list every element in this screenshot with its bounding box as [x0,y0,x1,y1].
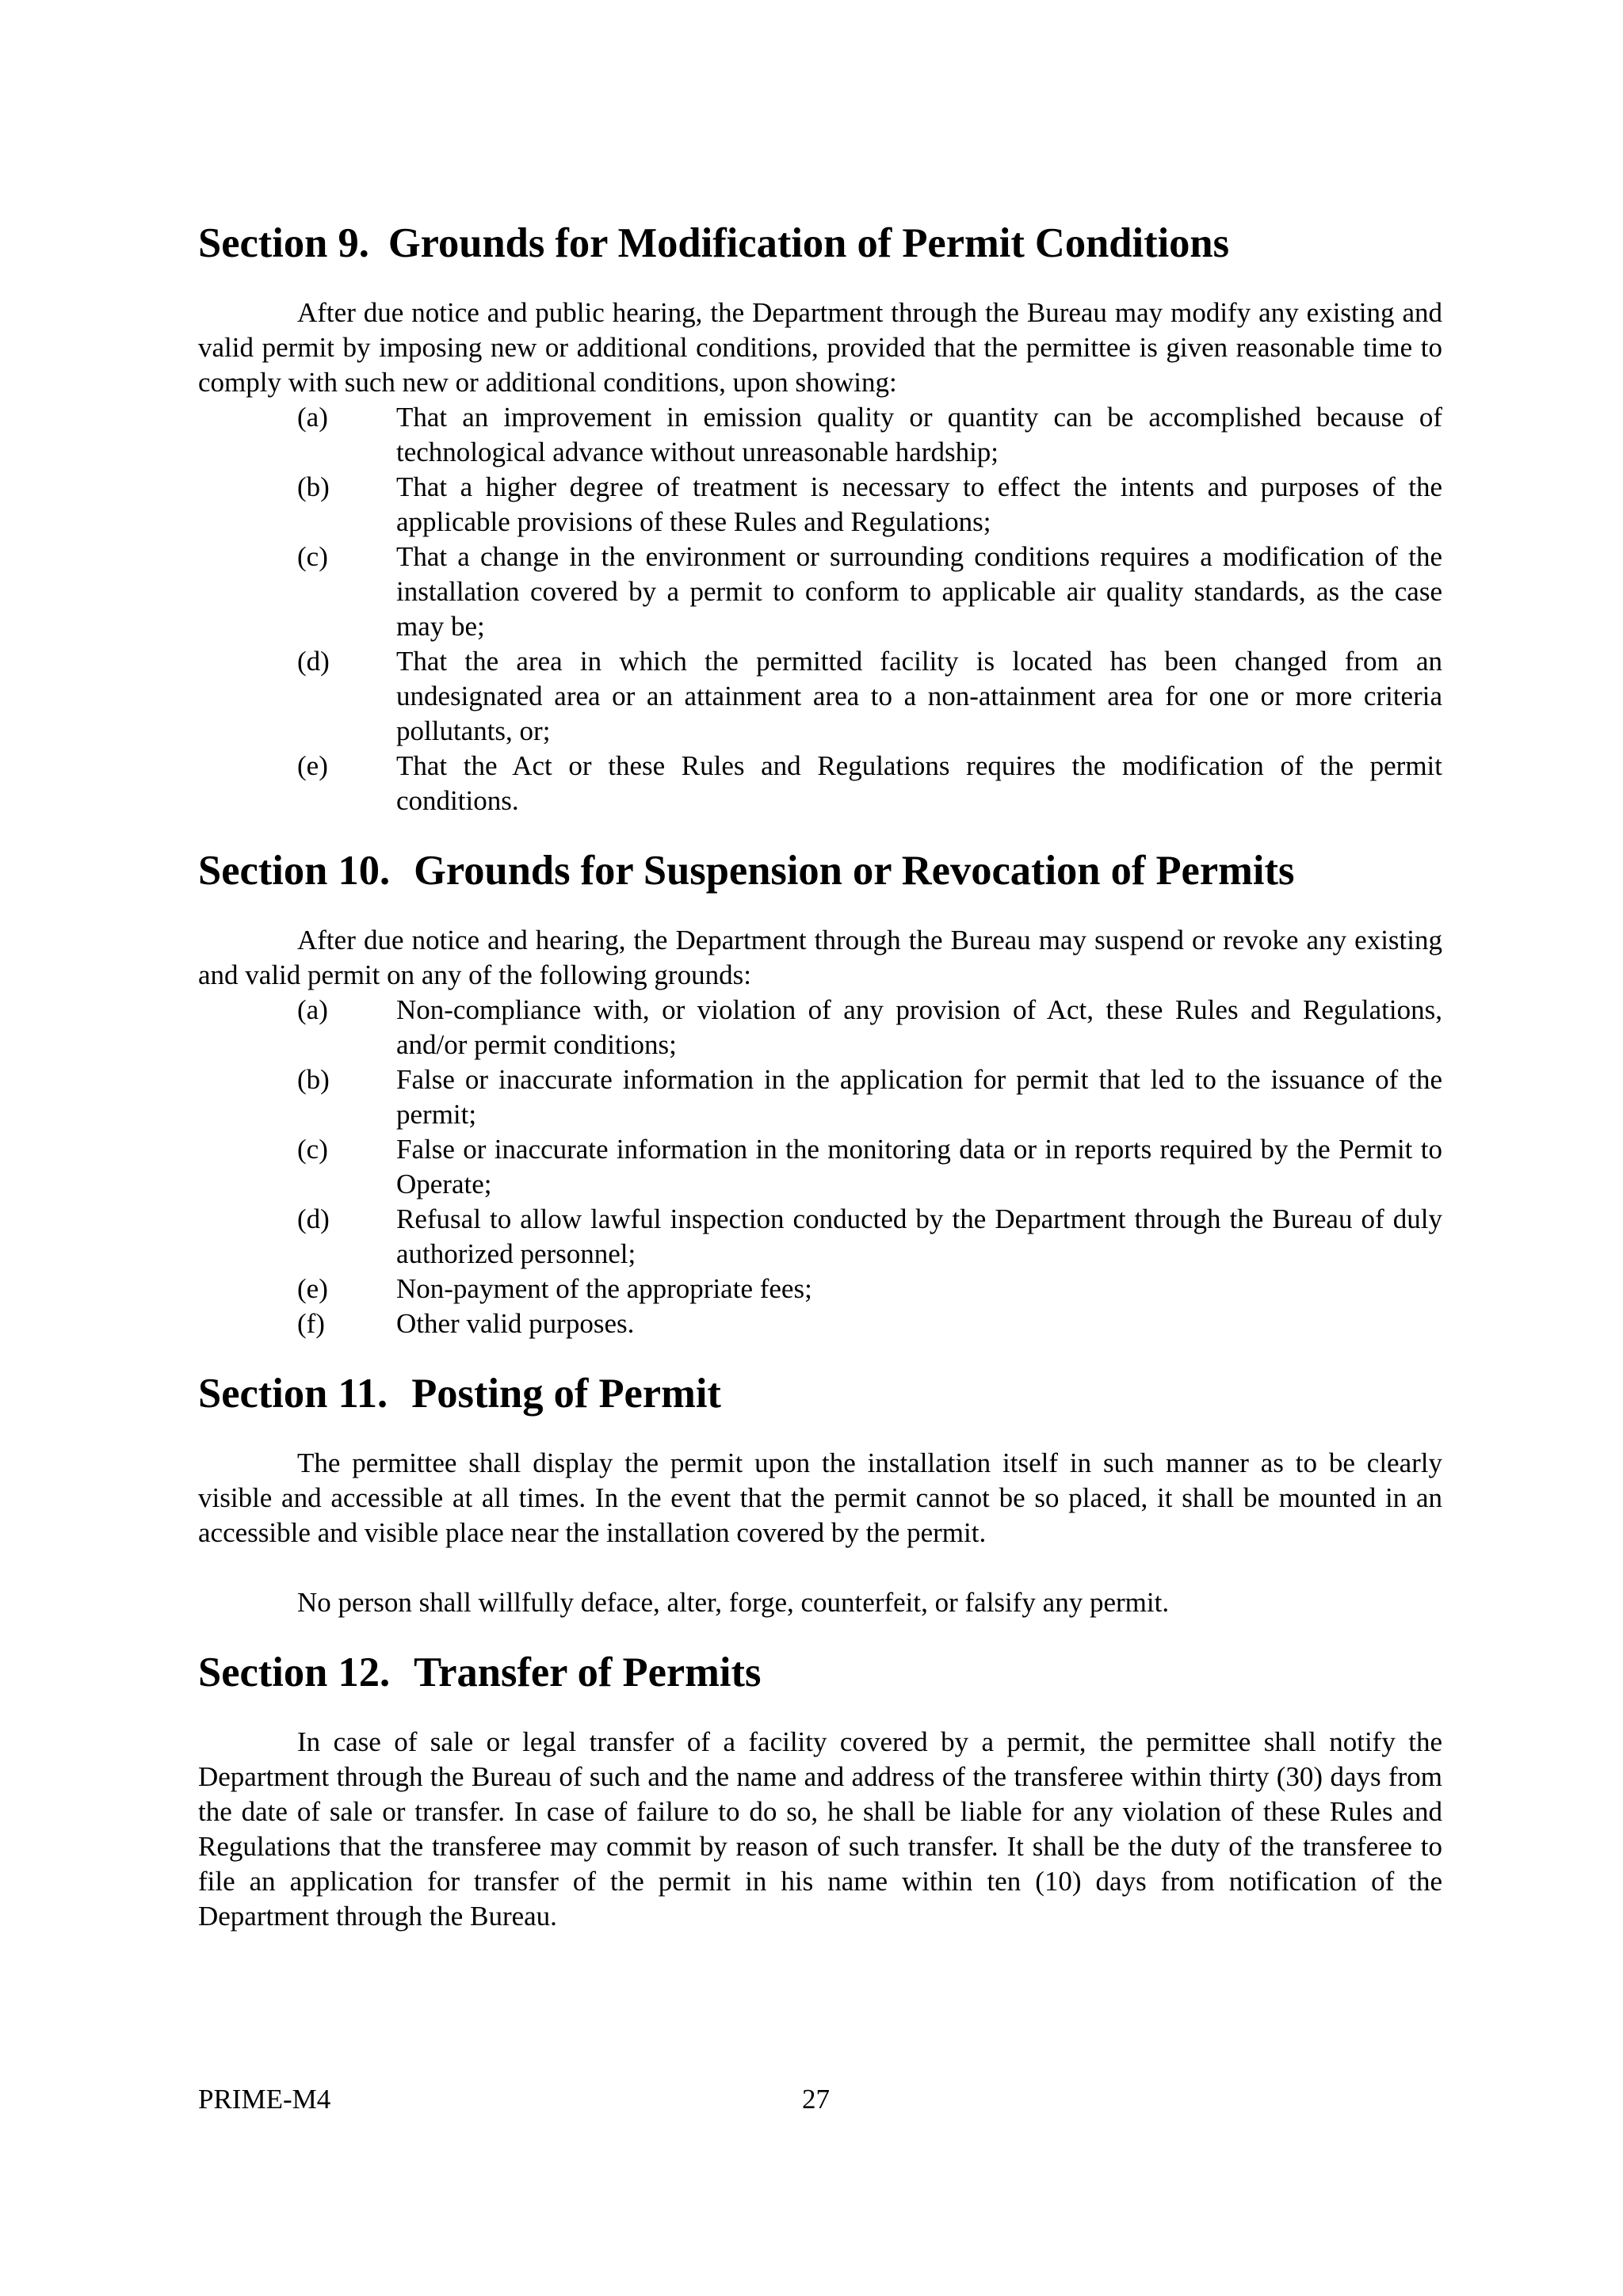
list-item [198,540,1442,644]
list-item [198,644,1442,749]
section-heading [198,220,1442,266]
list-text: False or inaccurate information in the application for permit that led to the issuance of the permit; [396,1064,1442,1130]
document-page [198,220,1442,1934]
section-intro: After due notice and public hearing, the Department through the Bureau may modify any existing and valid permit by imposing new or additional conditions, provided that the permittee is given reasonable time to comply with such new or additional conditions, upon showing: [198,297,1442,398]
list-text: Non-payment of the appropriate fees; [396,1273,812,1304]
section-heading [198,1650,1442,1695]
grounds-list [198,993,1442,1341]
section-number: Section 11. [198,1371,388,1417]
list-marker: (c) [297,1134,328,1165]
list-item [198,400,1442,470]
list-text: That the Act or these Rules and Regulations requires the modification of the permit conditions. [396,750,1442,816]
list-marker: (a) [297,994,328,1025]
section-paragraph: In case of sale or legal transfer of a facility covered by a permit, the permittee shall notify the Department through the Bureau of such and the name and address of the transferee within thirty (30) days from the date of sale or transfer. In case of failure to do so, he shall be liable for any violation of these Rules and Regulations that the transferee may commit by reason of such transfer. It shall be the duty of the transferee to file an application for transfer of the permit in his name within ten (10) days from notification of the Department through the Bureau. [198,1726,1442,1932]
list-item [198,993,1442,1062]
list-item [198,1202,1442,1272]
section-title: Grounds for Modification of Permit Conditions [388,220,1230,266]
list-text: That an improvement in emission quality or quantity can be accomplished because of technological advance without unreasonable hardship; [396,402,1442,467]
list-item [198,1272,1442,1306]
list-marker: (b) [297,1064,330,1095]
list-item [198,1062,1442,1132]
list-text: That a higher degree of treatment is necessary to effect the intents and purposes of the applicable provisions of these Rules and Regulations; [396,471,1442,537]
footer-doc-id: PRIME-M4 [198,2084,331,2115]
section-intro: After due notice and hearing, the Department through the Bureau may suspend or revoke any existing and valid permit on any of the following grounds: [198,925,1442,990]
section-paragraph: No person shall willfully deface, alter, forge, counterfeit, or falsify any permit. [297,1587,1170,1618]
list-marker: (c) [297,541,328,572]
list-marker: (b) [297,471,330,502]
list-item [198,1132,1442,1202]
list-text: That a change in the environment or surrounding conditions requires a modification of the installation covered by a permit to conform to applicable air quality standards, as the case may be; [396,541,1442,642]
section-heading [198,1371,1442,1417]
section-heading [198,848,1442,894]
list-marker: (d) [297,1203,330,1234]
list-text: That the area in which the permitted facility is located has been changed from an undesignated area or an attainment area to a non-attainment area for one or more criteria pollutants, or; [396,646,1442,746]
list-marker: (d) [297,646,330,677]
list-item [198,470,1442,540]
list-text: False or inaccurate information in the monitoring data or in reports required by the Permit to Operate; [396,1134,1442,1199]
list-item [198,749,1442,818]
section-number: Section 10. [198,848,391,894]
list-text: Non-compliance with, or violation of any provision of Act, these Rules and Regulations, and/or permit conditions; [396,994,1442,1060]
section-title: Transfer of Permits [414,1650,762,1695]
list-text: Refusal to allow lawful inspection conducted by the Department through the Bureau of duly authorized personnel; [396,1203,1442,1269]
section-paragraph: The permittee shall display the permit upon the installation itself in such manner as to be clearly visible and accessible at all times. In the event that the permit cannot be so placed, it shall be mounted in an accessible and visible place near the installation covered by the permit. [198,1447,1442,1548]
list-marker: (a) [297,402,328,433]
list-marker: (e) [297,750,328,781]
list-marker: (f) [297,1308,325,1339]
section-title: Posting of Permit [411,1371,721,1417]
list-marker: (e) [297,1273,328,1304]
list-text: Other valid purposes. [396,1308,635,1339]
list-item [198,1306,1442,1341]
section-number: Section 9. [198,220,369,266]
section-title: Grounds for Suspension or Revocation of Permits [414,848,1295,894]
grounds-list [198,400,1442,818]
section-number: Section 12. [198,1650,391,1695]
page-number: 27 [802,2084,830,2115]
